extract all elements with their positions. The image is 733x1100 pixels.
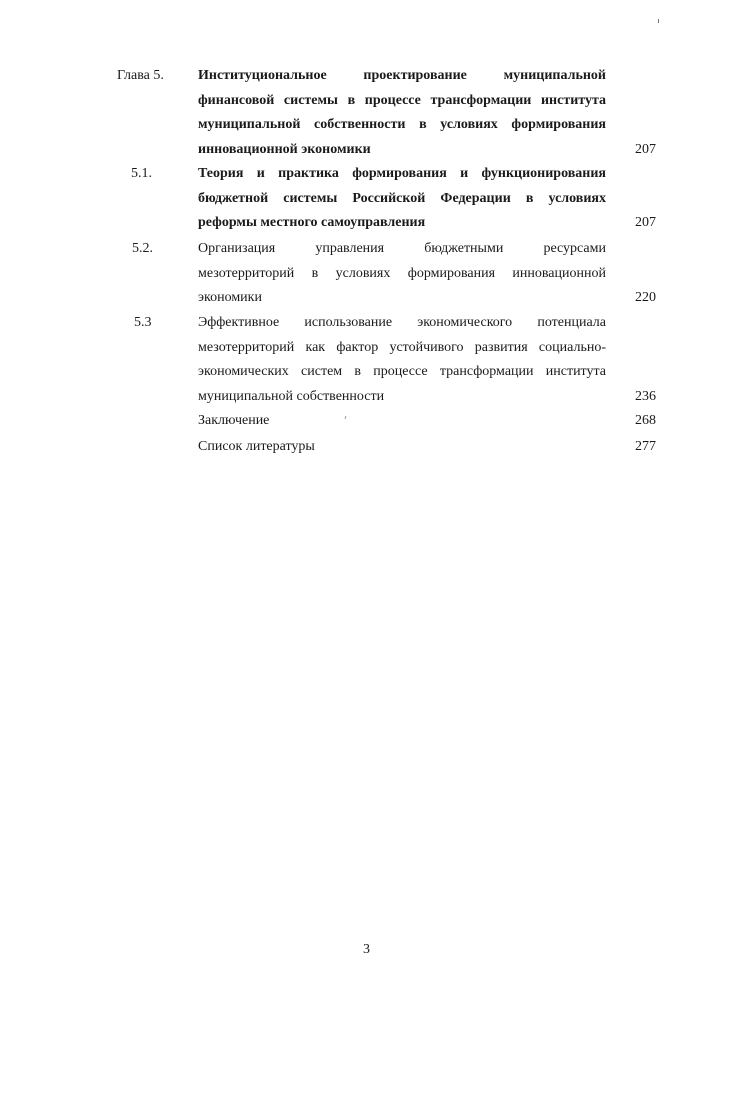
toc-entry-title: [198, 311, 606, 409]
toc-entry-title-line: Эффективное использование экономического потенциала: [198, 315, 606, 330]
toc-entry-title: [198, 435, 606, 460]
toc-entry-number: 5.2.: [132, 241, 153, 256]
toc-entry-title: [198, 162, 606, 236]
toc-entry-title-line: Организация управления бюджетными ресурсами: [198, 241, 606, 256]
toc-entry-title: [198, 237, 606, 311]
toc-entry-title-line: Теория и практика формирования и функционирования: [198, 166, 606, 181]
toc-entry-title-line: финансовой системы в процессе трансформации института: [198, 92, 606, 108]
toc-entry-title-line: реформы местного самоуправления: [198, 215, 426, 230]
toc-entry-page: 236: [635, 388, 656, 404]
toc-entry-page: 220: [635, 290, 656, 305]
toc-entry-title-line: Институциональное проектирование муниципальной: [198, 68, 606, 83]
toc-entry-page: 277: [635, 439, 656, 454]
toc-entry-title-line: муниципальной собственности: [198, 388, 385, 404]
toc-entry-page: 268: [635, 413, 656, 428]
toc-entry-title-line: экономических систем в процессе трансформации института: [198, 364, 606, 379]
scan-speck: [658, 19, 659, 23]
toc-entry-page: 207: [635, 215, 656, 230]
page-number: 3: [363, 942, 370, 957]
toc-entry-title-line: Список литературы: [198, 439, 315, 454]
toc-entry-title-line: бюджетной системы Российской Федерации в условиях: [198, 190, 606, 206]
toc-entry-title-line: экономики: [198, 290, 262, 305]
toc-entry-title-line: мезотерриторий как фактор устойчивого развития социально-: [198, 339, 606, 355]
toc-entry-number: 5.1.: [131, 166, 152, 181]
toc-entry-title-line: мезотерриторий в условиях формирования инновационной: [198, 265, 606, 281]
toc-entry-title-line: Заключение: [198, 413, 270, 428]
toc-entry-number: Глава 5.: [117, 68, 164, 83]
toc-entry-page: 207: [635, 141, 656, 157]
toc-entry-number: 5.3: [134, 315, 152, 330]
toc-entry-title: [198, 64, 606, 162]
toc-entry-title-line: муниципальной собственности в условиях формирования: [198, 117, 606, 132]
toc-entry-title-line: инновационной экономики: [198, 141, 371, 157]
toc-entry-title: [198, 409, 606, 434]
